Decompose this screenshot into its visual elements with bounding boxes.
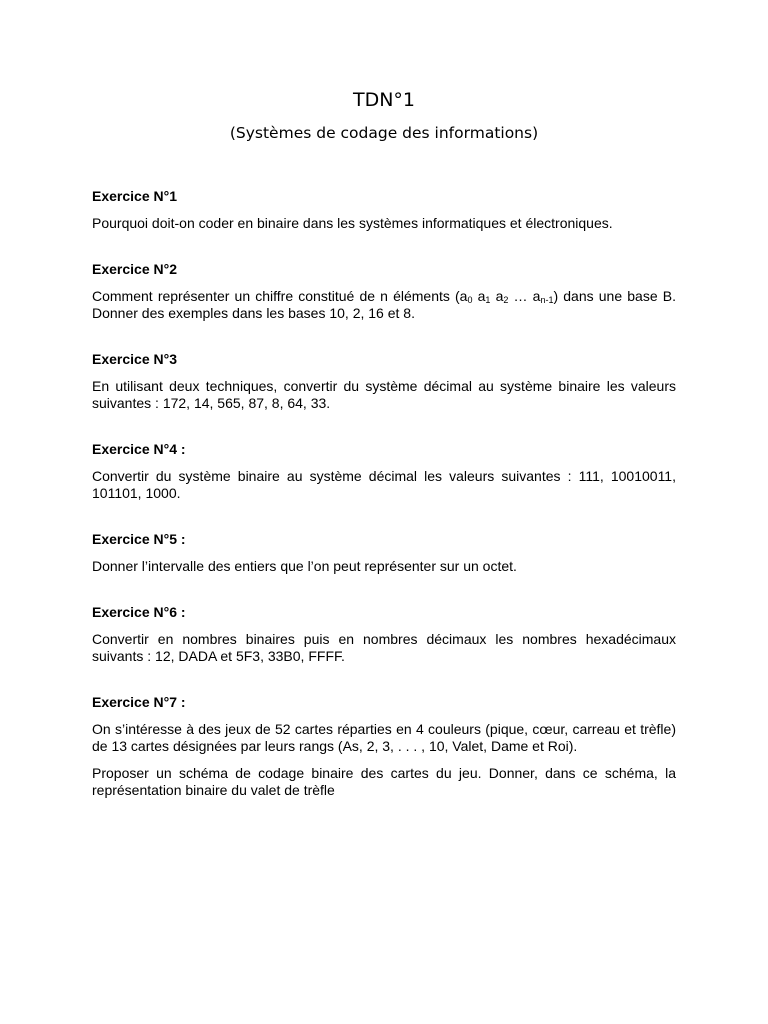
exercise-text: Donner l’intervalle des entiers que l’on peut représenter sur un octet. [92,558,517,574]
exercise-text: Convertir en nombres binaires puis en nombres décimaux les nombres hexadécimaux suivants : 12, DADA et 5F3, 33B0, FFFF. [92,631,676,664]
exercise-title: Exercice N°3 [92,351,177,367]
exercise-7 [92,694,676,799]
exercise-3 [92,351,676,412]
exercise-title: Exercice N°5 : [92,531,186,547]
document-subtitle: (Systèmes de codage des informations) [229,124,539,142]
exercise-2 [92,261,676,322]
exercise-text [92,288,676,322]
exercise-text: En utilisant deux techniques, convertir du système décimal au système binaire les valeurs suivantes : 172, 14, 565, 87, 8, 64, 33. [92,378,676,411]
subscript: 2 [503,295,509,305]
text-segment: Comment représenter un chiffre constitué de n éléments (a [92,288,468,304]
exercise-title: Exercice N°4 : [92,441,186,457]
text-segment: a [472,288,486,304]
text-segment: ) dans une base B. Donner des exemples dans les bases 10, 2, 16 et 8. [92,288,676,321]
exercise-5 [92,531,676,575]
exercise-title: Exercice N°2 [92,261,177,277]
text-segment: a [490,288,504,304]
exercise-title: Exercice N°7 : [92,694,186,710]
exercise-text: Proposer un schéma de codage binaire des cartes du jeu. Donner, dans ce schéma, la représentation binaire du valet de trèfle [92,765,676,798]
exercise-title: Exercice N°6 : [92,604,186,620]
subscript: 0 [467,295,473,305]
exercise-text: Convertir du système binaire au système décimal les valeurs suivantes : 111, 10010011, 101101, 1000. [92,468,676,501]
exercise-4 [92,441,676,502]
exercise-text: On s’intéresse à des jeux de 52 cartes réparties en 4 couleurs (pique, cœur, carreau et trèfle) de 13 cartes désignées par leurs rangs (As, 2, 3, . . . , 10, Valet, Dame et Roi). [92,721,676,754]
text-segment: … a [508,288,541,304]
subscript: 1 [485,295,491,305]
exercise-list [92,188,676,828]
document-title: TDN°1 [352,89,416,111]
exercise-6 [92,604,676,665]
subscript: n-1 [540,295,554,305]
exercise-text: Pourquoi doit-on coder en binaire dans les systèmes informatiques et électroniques. [92,215,613,231]
exercise-title: Exercice N°1 [92,188,177,204]
exercise-1 [92,188,676,232]
